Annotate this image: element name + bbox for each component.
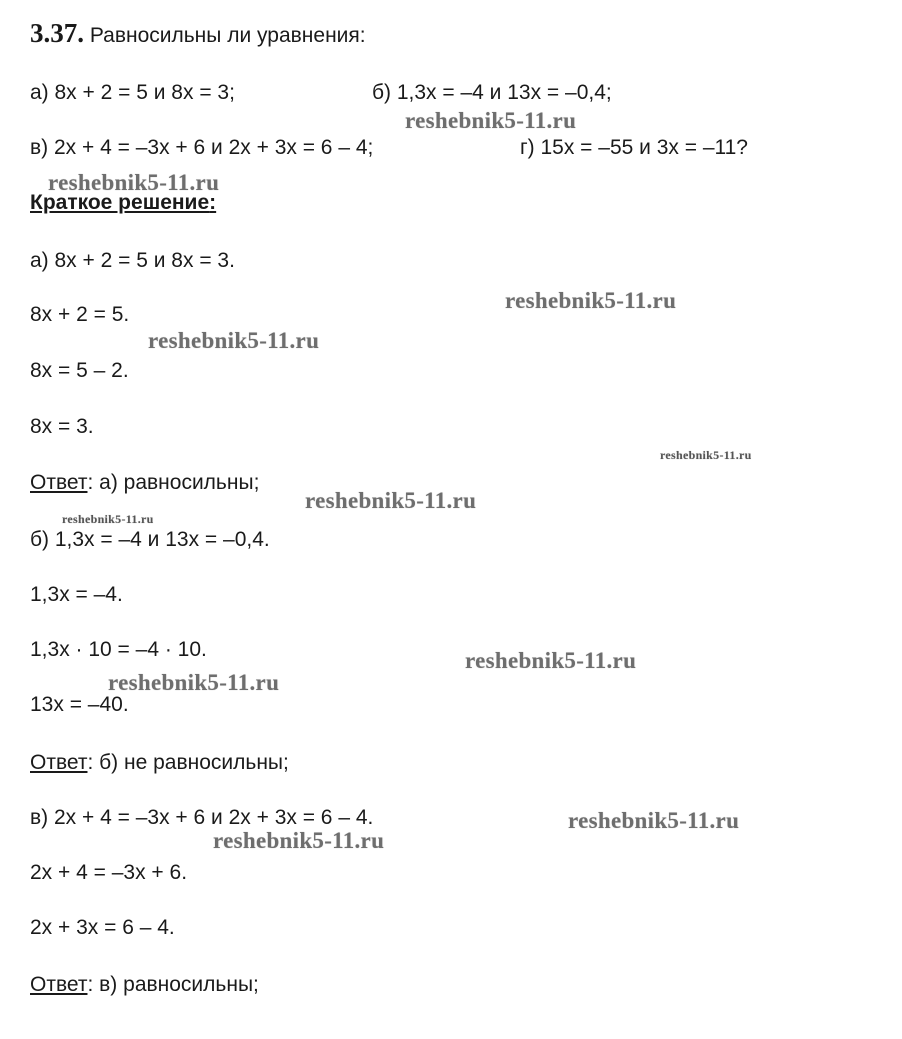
problem-title bbox=[30, 20, 366, 49]
answer-label: Ответ bbox=[30, 751, 88, 774]
part-b-step-2: 1,3х · 10 = –4 · 10. bbox=[30, 638, 207, 661]
part-a-statement: а) 8х + 2 = 5 и 8х = 3. bbox=[30, 249, 235, 272]
watermark: reshebnik5-11.ru bbox=[465, 648, 637, 673]
watermark: reshebnik5-11.ru bbox=[108, 670, 280, 695]
answer-label: Ответ bbox=[30, 471, 88, 494]
problem-item-v: в) 2х + 4 = –3х + 6 и 2х + 3х = 6 – 4; bbox=[30, 136, 374, 159]
part-b-statement: б) 1,3х = –4 и 13х = –0,4. bbox=[30, 528, 270, 551]
part-v-statement: в) 2х + 4 = –3х + 6 и 2х + 3х = 6 – 4. bbox=[30, 806, 374, 829]
problem-item-g: г) 15х = –55 и 3х = –11? bbox=[520, 136, 748, 159]
watermark: reshebnik5-11.ru bbox=[660, 448, 752, 462]
answer-text: : в) равносильны; bbox=[87, 973, 259, 996]
watermark: reshebnik5-11.ru bbox=[405, 108, 577, 133]
answer-label: Ответ bbox=[30, 973, 88, 996]
part-a-step-2: 8х = 5 – 2. bbox=[30, 359, 129, 382]
part-v-step-1: 2х + 4 = –3х + 6. bbox=[30, 861, 188, 884]
part-a-answer bbox=[30, 470, 259, 496]
problem-number: 3.37. bbox=[30, 18, 84, 48]
problem-item-b: б) 1,3х = –4 и 13х = –0,4; bbox=[372, 81, 612, 104]
part-a-step-3: 8х = 3. bbox=[30, 415, 94, 438]
part-v-step-2: 2х + 3х = 6 – 4. bbox=[30, 916, 175, 939]
solution-heading-text: Краткое решение bbox=[30, 191, 210, 214]
part-a-step-1: 8х + 2 = 5. bbox=[30, 303, 130, 326]
watermark: reshebnik5-11.ru bbox=[505, 288, 677, 313]
problem-item-a: а) 8х + 2 = 5 и 8х = 3; bbox=[30, 81, 235, 104]
solution-heading-colon: : bbox=[209, 191, 217, 214]
part-v-answer bbox=[30, 972, 259, 998]
watermark: reshebnik5-11.ru bbox=[62, 512, 154, 526]
part-b-step-1: 1,3х = –4. bbox=[30, 583, 123, 606]
watermark: reshebnik5-11.ru bbox=[568, 808, 740, 833]
watermark: reshebnik5-11.ru bbox=[213, 828, 385, 853]
watermark: reshebnik5-11.ru bbox=[48, 170, 220, 195]
answer-text: : б) не равносильны; bbox=[87, 751, 289, 774]
answer-text: : а) равносильны; bbox=[87, 471, 260, 494]
watermark: reshebnik5-11.ru bbox=[148, 328, 320, 353]
part-b-step-3: 13х = –40. bbox=[30, 693, 129, 716]
problem-question: Равносильны ли уравнения: bbox=[84, 24, 366, 47]
part-b-answer bbox=[30, 750, 289, 776]
watermark: reshebnik5-11.ru bbox=[305, 488, 477, 513]
